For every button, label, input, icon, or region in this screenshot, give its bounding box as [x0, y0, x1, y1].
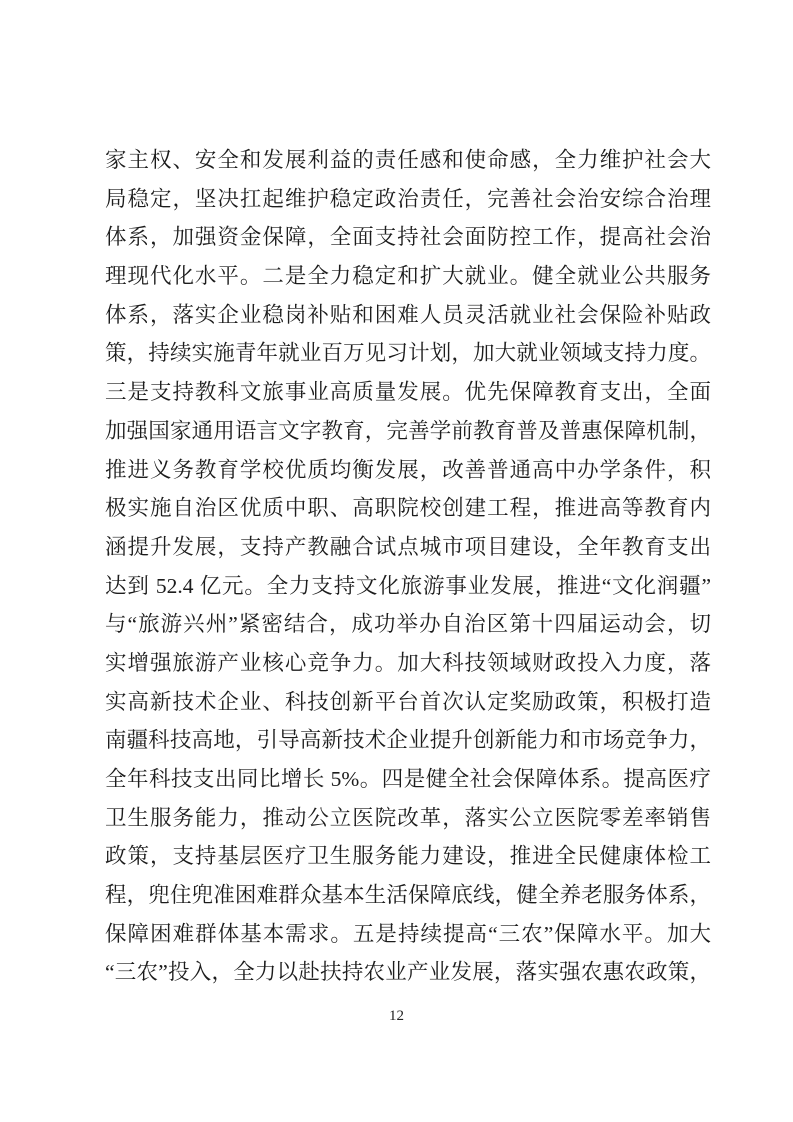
- text-line: 局稳定，坚决扛起维护稳定政治责任，完善社会治安综合治理: [105, 186, 711, 211]
- text-line: 与“旅游兴州”紧密结合，成功举办自治区第十四届运动会，切: [105, 612, 711, 637]
- text-line: 南疆科技高地，引导高新技术企业提升创新能力和市场竞争力，: [105, 728, 711, 753]
- text-line: 实高新技术企业、科技创新平台首次认定奖励政策，积极打造: [105, 689, 711, 714]
- text-line: 政策，支持基层医疗卫生服务能力建设，推进全民健康体检工: [105, 844, 711, 869]
- text-line: 家主权、安全和发展利益的责任感和使命感，全力维护社会大: [105, 148, 711, 172]
- text-line: 程，兜住兜准困难群众基本生活保障底线，健全养老服务体系，: [105, 883, 711, 908]
- text-line: 策，持续实施青年就业百万见习计划，加大就业领域支持力度。: [105, 341, 711, 366]
- text-line: 实增强旅游产业核心竞争力。加大科技领域财政投入力度，落: [105, 650, 711, 675]
- text-line: 极实施自治区优质中职、高职院校创建工程，推进高等教育内: [105, 496, 711, 521]
- text-line: 保障困难群体基本需求。五是持续提高“三农”保障水平。加大: [105, 921, 711, 946]
- text-line: 涵提升发展，支持产教融合试点城市项目建设，全年教育支出: [105, 534, 711, 559]
- text-line: 全年科技支出同比增长 5%。四是健全社会保障体系。提高医疗: [105, 767, 711, 791]
- text-line: 三是支持教科文旅事业高质量发展。优先保障教育支出，全面: [105, 380, 711, 405]
- text-line: 加强国家通用语言文字教育，完善学前教育普及普惠保障机制，: [105, 418, 711, 443]
- text-line: 推进义务教育学校优质均衡发展，改善普通高中办学条件，积: [105, 457, 711, 482]
- text-line: 体系，落实企业稳岗补贴和困难人员灵活就业社会保险补贴政: [105, 302, 711, 327]
- text-line: 达到 52.4 亿元。全力支持文化旅游事业发展，推进“文化润疆”: [105, 573, 711, 598]
- page-number: 12: [389, 1008, 404, 1024]
- text-line: 理现代化水平。二是全力稳定和扩大就业。健全就业公共服务: [105, 264, 711, 289]
- text-line: 体系，加强资金保障，全面支持社会面防控工作，提高社会治: [105, 225, 711, 250]
- body-text: [105, 141, 711, 992]
- text-line: “三农”投入，全力以赴扶持农业产业发展，落实强农惠农政策，: [105, 960, 711, 985]
- text-line: 卫生服务能力，推动公立医院改革，落实公立医院零差率销售: [105, 805, 711, 830]
